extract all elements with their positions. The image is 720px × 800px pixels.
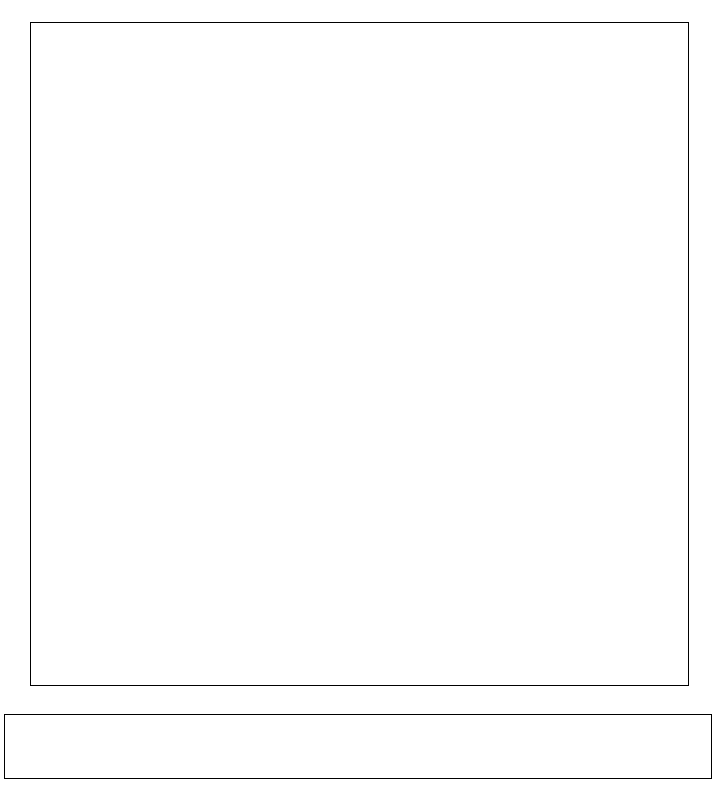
quiver-map-plot [30,22,689,686]
quiver-map-svg [31,23,688,685]
reference-arrow-icon [13,724,41,743]
legend-box [4,714,712,779]
